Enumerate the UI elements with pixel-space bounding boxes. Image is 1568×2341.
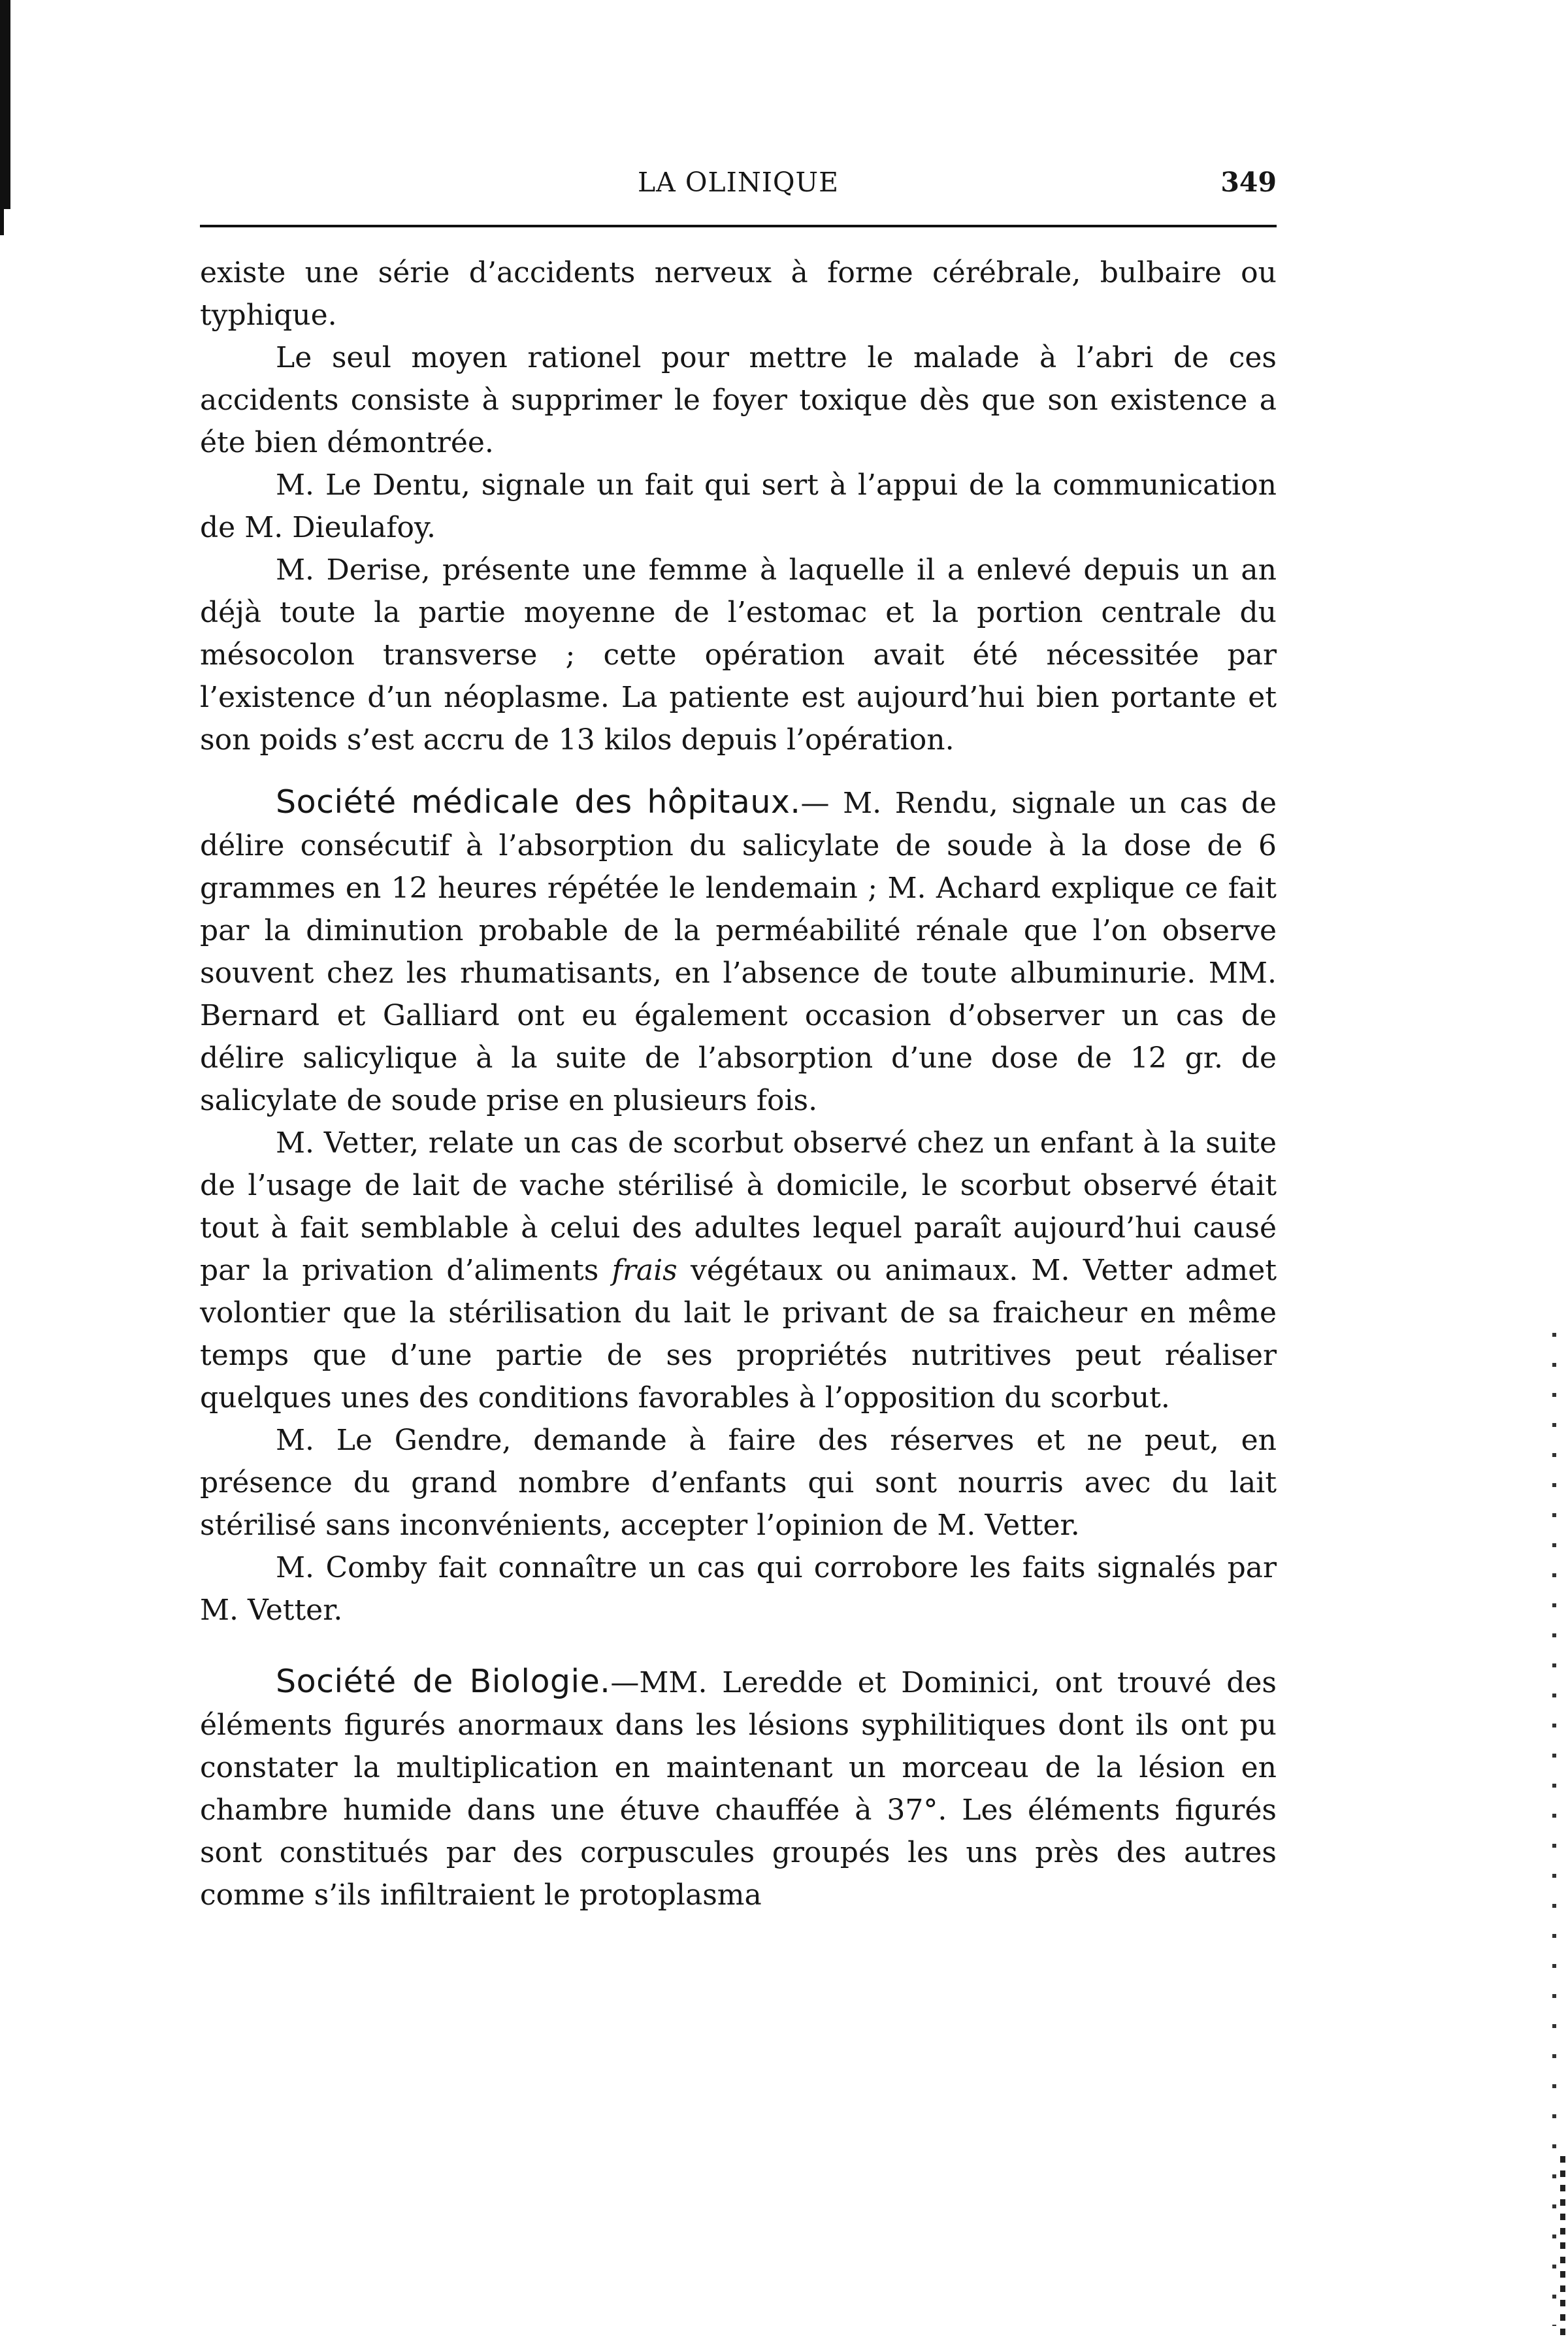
paragraph: M. Derise, présente une femme à laquelle il a enlevé depuis un an déjà toute la partie moyenne de l’estomac et la portion centrale du mésocolon transverse ; cette opération avait été nécessitée par l’existence d’un néoplasme. La patiente est aujourd’hui bien portante et son poids s’est accru de 13 kilos depuis l’opération. — [200, 553, 1277, 757]
body-text — [200, 252, 1277, 1916]
section-medicale-lead — [200, 781, 1277, 1122]
section-title-medicale: Société médicale des hôpitaux. — [276, 783, 801, 821]
vetter-italic-word: frais — [612, 1254, 678, 1287]
paragraph-vetter — [200, 1122, 1277, 1419]
paragraph-comby: M. Comby fait connaître un cas qui corrobore les faits signalés par M. Vetter. — [200, 1551, 1277, 1627]
page-number: 349 — [1220, 167, 1277, 198]
section-biologie-text: —MM. Leredde et Dominici, ont trouvé des éléments figurés anormaux dans les lésions syphilitiques dont ils ont pu constater la multiplication en maintenant un morceau de la lésion en chambre humide dans une étuve chauffée à 37°. Les éléments figurés sont constitués par des corpuscules groupés les uns près des autres comme s’ils infiltraient le protoplasma — [200, 1666, 1277, 1912]
scan-edge-left — [0, 0, 10, 209]
paragraph: Le seul moyen rationel pour mettre le malade à l’abri de ces accidents consiste à supprimer le foyer toxique dès que son existence a éte bien démontrée. — [200, 341, 1277, 459]
scan-edge-right — [1552, 1333, 1556, 2326]
vetter-text-after: végétaux ou animaux. M. Vetter admet volontier que la stérilisation du lait le privant de sa fraicheur en même temps que d’une partie de ses propriétés nutritives peut réaliser quelques unes des conditions favorables à l’opposition du scorbut. — [200, 1254, 1277, 1415]
running-title: LA OLINIQUE — [637, 167, 840, 198]
scan-edge-right-lower — [1560, 2156, 1565, 2339]
vetter-text-before: M. Vetter, relate un cas de scorbut observé chez un enfant à la suite de l’usage de lait de vache stérilisé à domicile, le scorbut observé était tout à fait semblable à celui des adultes lequel paraît aujourd’hui causé par la privation d’aliments — [200, 1126, 1277, 1287]
section-biologie-lead — [200, 1660, 1277, 1916]
scan-edge-left-tail — [0, 209, 4, 235]
section-medicale-text: — M. Rendu, signale un cas de délire consécutif à l’absorption du salicylate de soude à la dose de 6 grammes en 12 heures répétée le lendemain ; M. Achard explique ce fait par la diminution probable de la perméabilité rénale que l’on observe souvent chez les rhumatisants, en l’absence de toute albuminurie. MM. Bernard et Galliard ont eu également occasion d’observer un cas de délire salicylique à la suite de l’absorption d’une dose de 12 gr. de salicylate de soude prise en plusieurs fois. — [200, 787, 1277, 1117]
page-header — [200, 167, 1277, 206]
section-title-biologie: Société de Biologie. — [276, 1663, 611, 1700]
paragraph-continuation: existe une série d’accidents nerveux à forme cérébrale, bulbaire ou typhique. — [200, 256, 1277, 332]
paragraph: M. Le Dentu, signale un fait qui sert à l’appui de la communication de M. Dieulafoy. — [200, 468, 1277, 544]
paragraph-gendre: M. Le Gendre, demande à faire des réserves et ne peut, en présence du grand nombre d’enfants qui sont nourris avec du lait stérilisé sans inconvénients, accepter l’opinion de M. Vetter. — [200, 1424, 1277, 1542]
header-rule — [200, 225, 1277, 227]
